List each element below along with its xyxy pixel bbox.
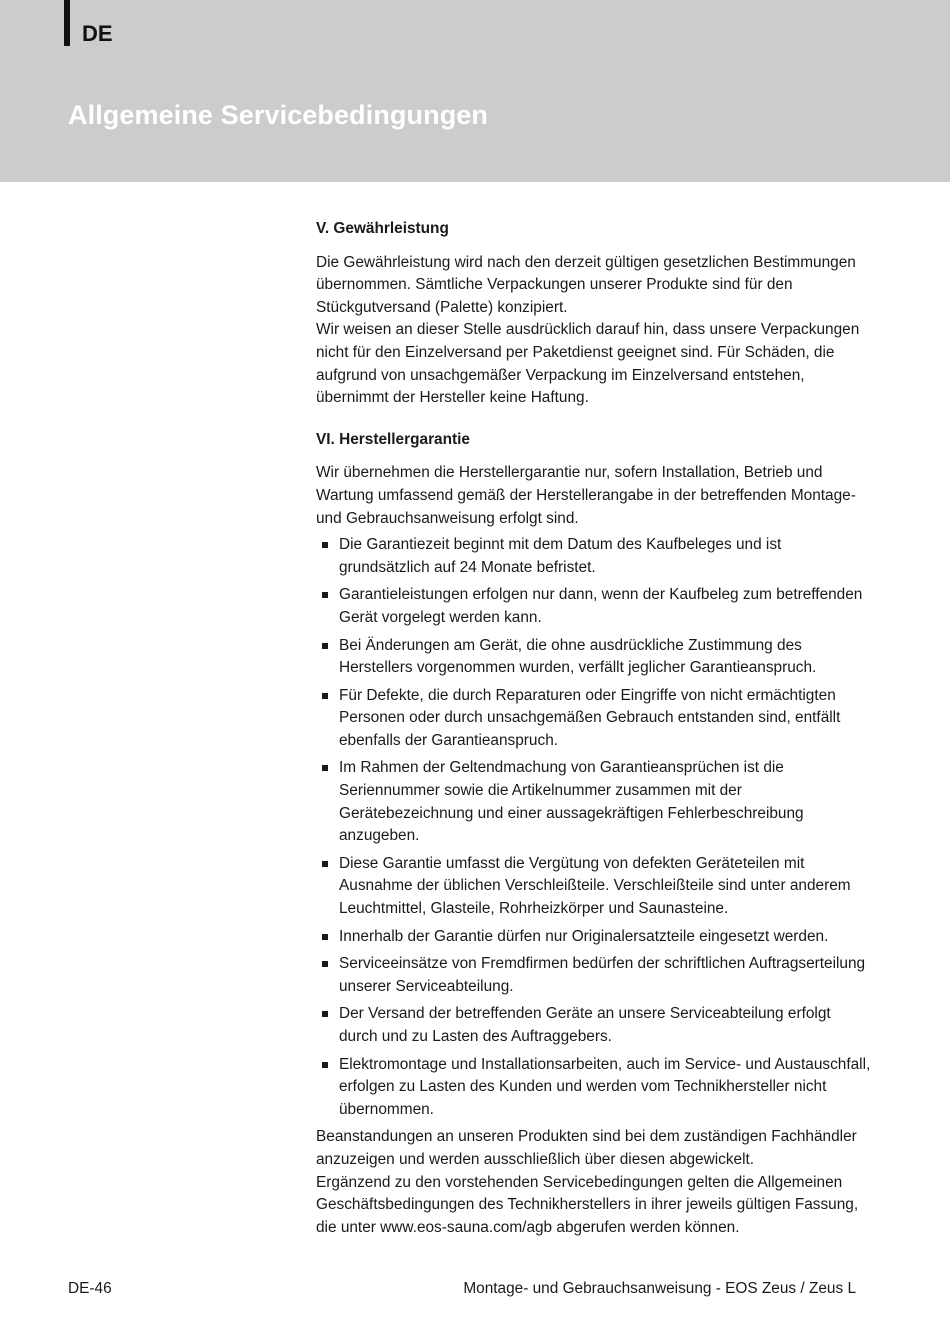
bullet-square-icon bbox=[322, 861, 328, 867]
list-item: Bei Änderungen am Gerät, die ohne ausdrückliche Zustimmung des Herstellers vorgenommen wurden, verfällt jeglicher Garantieanspruch. bbox=[316, 635, 872, 680]
bullet-square-icon bbox=[322, 934, 328, 940]
list-item: Der Versand der betreffenden Geräte an unsere Serviceabteilung erfolgt durch und zu Lasten des Auftraggebers. bbox=[316, 1003, 872, 1048]
list-item: Für Defekte, die durch Reparaturen oder Eingriffe von nicht ermächtigten Personen oder durch unsachgemäßen Gebrauch entstanden sind, entfällt ebenfalls der Garantieanspruch. bbox=[316, 685, 872, 753]
list-item: Im Rahmen der Geltendmachung von Garantieansprüchen ist die Seriennummer sowie die Artikelnummer zusammen mit der Gerätebezeichnung und einer aussagekräftigen Fehlerbeschreibung anzugeben. bbox=[316, 757, 872, 847]
language-label: DE bbox=[82, 21, 113, 46]
list-item: Garantieleistungen erfolgen nur dann, wenn der Kaufbeleg zum betreffenden Gerät vorgelegt werden kann. bbox=[316, 584, 872, 629]
bullet-square-icon bbox=[322, 542, 328, 548]
paragraph: Wir übernehmen die Herstellergarantie nur, sofern Installation, Betrieb und Wartung umfassend gemäß der Herstellerangabe in der betreffenden Montage- und Gebrauchsanweisung erfolgt sind. bbox=[316, 464, 856, 527]
page-title: Allgemeine Servicebedingungen bbox=[68, 100, 489, 130]
bullet-square-icon bbox=[322, 961, 328, 967]
language-marker-bar bbox=[64, 0, 70, 46]
paragraph: Die Gewährleistung wird nach den derzeit gültigen gesetzlichen Bestimmungen übernommen. Sämtliche Verpackungen unserer Produkte sind für den Stückgutversand (Palette) konzipiert. bbox=[316, 253, 856, 316]
guarantee-conditions-list bbox=[316, 534, 872, 1121]
paragraph: Ergänzend zu den vorstehenden Servicebedingungen gelten die Allgemeinen Geschäftsbedingungen des Technikherstellers in ihrer jeweils gültigen Fassung, die unter www.eos-sauna.com/agb abgerufen werden können. bbox=[316, 1173, 859, 1236]
section-heading-herstellergarantie: VI. Herstellergarantie bbox=[316, 430, 470, 448]
list-item: Elektromontage und Installationsarbeiten, auch im Service- und Austauschfall, erfolgen zu Lasten des Kunden und werden vom Technikhersteller nicht übernommen. bbox=[316, 1054, 872, 1122]
bullet-square-icon bbox=[322, 643, 328, 649]
paragraph: Wir weisen an dieser Stelle ausdrücklich darauf hin, dass unsere Verpackungen nicht für den Einzelversand per Paketdienst geeignet sind. Für Schäden, die aufgrund von unsachgemäßer Verpackung im Einzelversand entstehen, übernimmt der Hersteller keine Haftung. bbox=[316, 321, 860, 407]
bullet-square-icon bbox=[322, 765, 328, 771]
page-number: DE-46 bbox=[68, 1280, 112, 1297]
list-item: Serviceeinsätze von Fremdfirmen bedürfen der schriftlichen Auftragserteilung unserer Serviceabteilung. bbox=[316, 953, 872, 998]
page-header bbox=[0, 0, 950, 182]
paragraph: Beanstandungen an unseren Produkten sind bei dem zuständigen Fachhändler anzuzeigen und werden ausschließlich über diesen abgewickelt. bbox=[316, 1128, 857, 1168]
bullet-square-icon bbox=[322, 1011, 328, 1017]
list-item: Diese Garantie umfasst die Vergütung von defekten Geräteteilen mit Ausnahme der üblichen Verschleißteile. Verschleißteile sind unter anderem Leuchtmittel, Glasteile, Rohrheizkörper und Saunasteine. bbox=[316, 853, 872, 921]
main-content bbox=[316, 218, 872, 1239]
bullet-square-icon bbox=[322, 1062, 328, 1068]
list-item: Die Garantiezeit beginnt mit dem Datum des Kaufbeleges und ist grundsätzlich auf 24 Monate befristet. bbox=[316, 534, 872, 579]
bullet-square-icon bbox=[322, 592, 328, 598]
section-heading-gewaehrleistung: V. Gewährleistung bbox=[316, 220, 449, 237]
bullet-square-icon bbox=[322, 693, 328, 699]
document-title: Montage- und Gebrauchsanweisung - EOS Zeus / Zeus L bbox=[463, 1280, 856, 1297]
list-item: Innerhalb der Garantie dürfen nur Originalersatzteile eingesetzt werden. bbox=[316, 926, 872, 949]
